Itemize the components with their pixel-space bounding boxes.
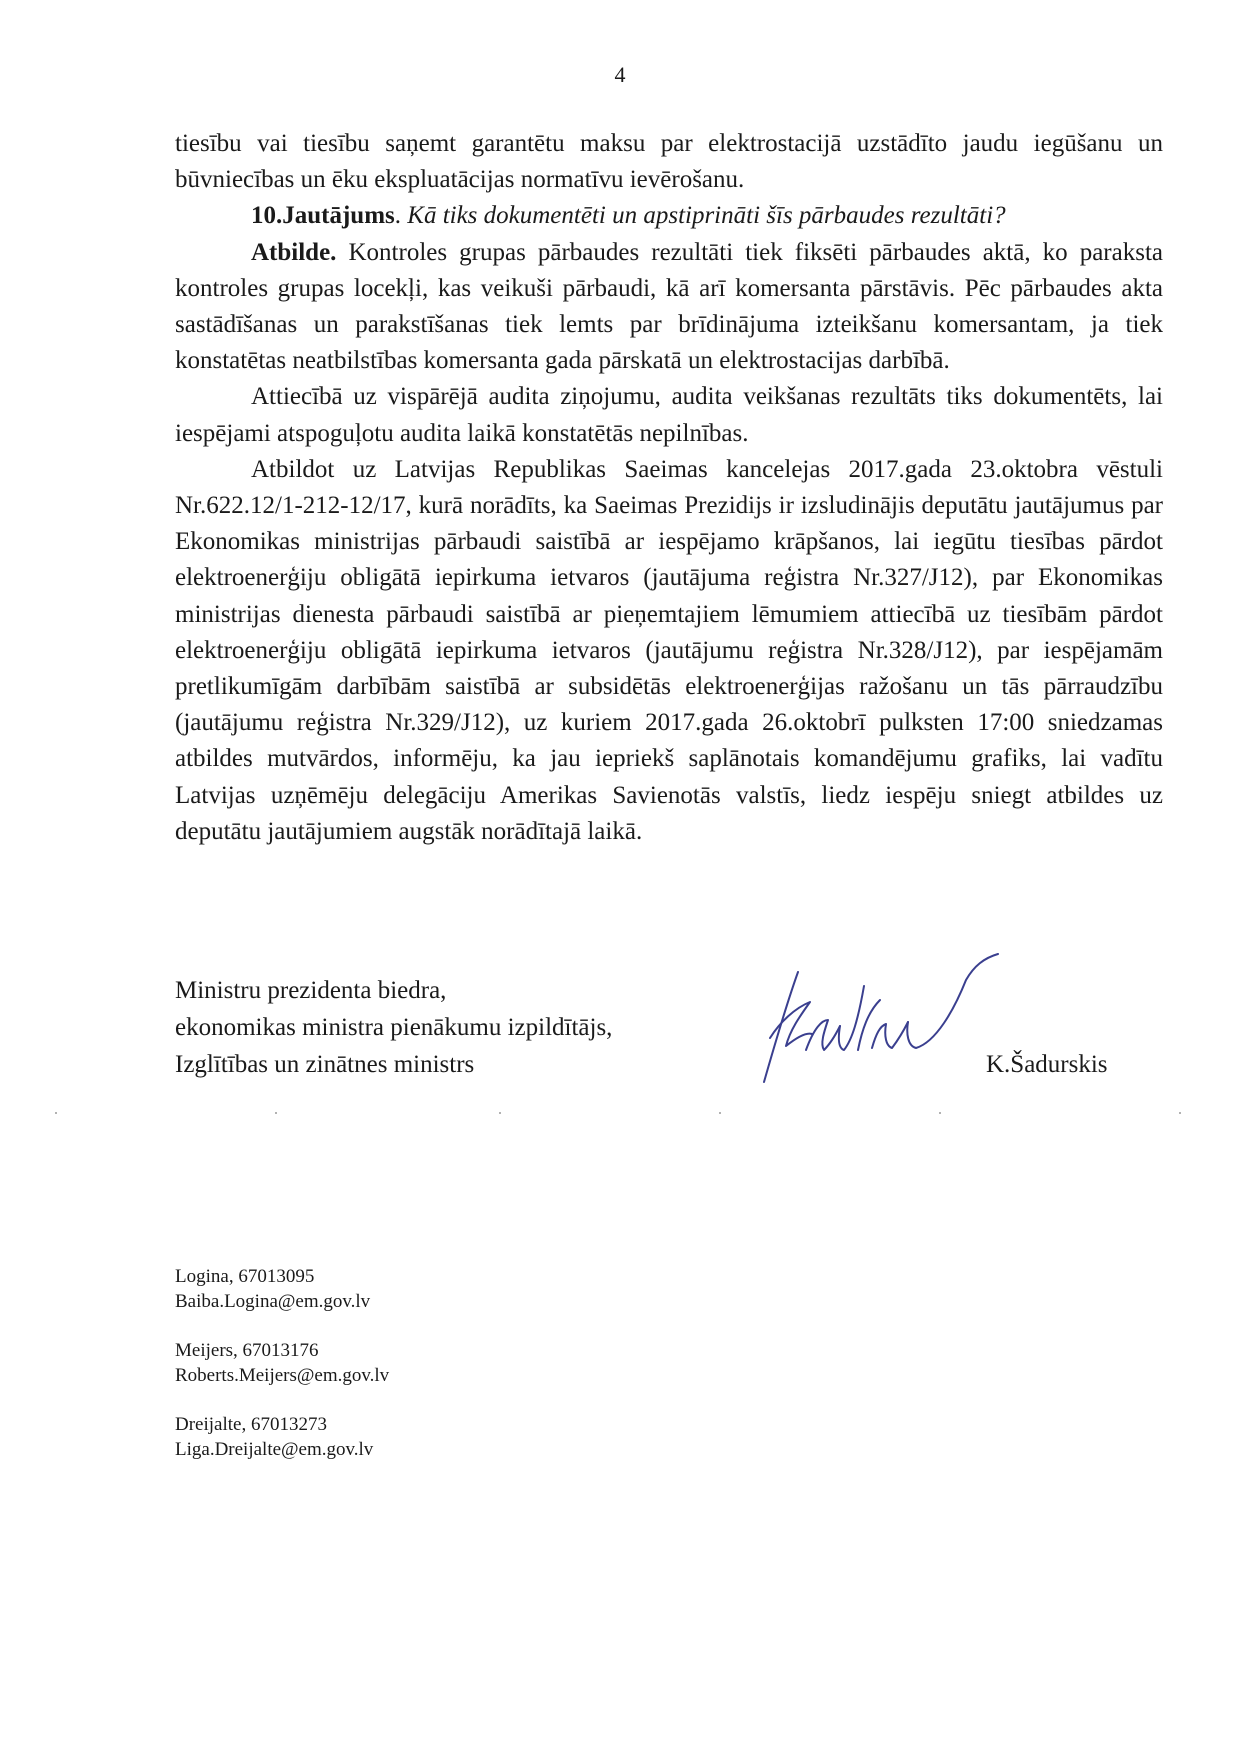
answer-paragraph: [175, 235, 1163, 380]
contact-list: [175, 1264, 389, 1486]
scan-artifact-dots: [40, 1110, 1200, 1116]
signatory-title-line-1: Ministru prezidenta biedra,: [175, 977, 447, 1004]
contact-email: Liga.Dreijalte@em.gov.lv: [175, 1439, 374, 1460]
signer-name: K.Šadurskis: [986, 1051, 1108, 1078]
contact-name-phone: Logina, 67013095: [175, 1266, 315, 1287]
signatory-title: [175, 972, 612, 1083]
contact-name-phone: Dreijalte, 67013273: [175, 1414, 327, 1435]
contact-item: [175, 1412, 389, 1462]
signatory-title-line-2: ekonomikas ministra pienākumu izpildītājs,: [175, 1014, 613, 1041]
contact-email: Roberts.Meijers@em.gov.lv: [175, 1365, 390, 1386]
contact-item: [175, 1338, 389, 1388]
contact-email: Baiba.Logina@em.gov.lv: [175, 1291, 371, 1312]
answer-text: Kontroles grupas pārbaudes rezultāti tiek fiksēti pārbaudes aktā, ko paraksta kontroles grupas locekļi, kas veikuši pārbaudi, kā arī komersanta pārstāvis. Pēc pārbaudes akta sastādīšanas un parakstīšanas tiek lemts par brīdinājuma izteikšanu komersantam, ja tiek konstatētas neatbilstības komersanta gada pārskatā un elektrostacijas darbībā.: [175, 238, 1163, 375]
audit-paragraph: Attiecībā uz vispārējā audita ziņojumu, audita veikšanas rezultāts tiks dokumentēts, lai iespējami atspoguļotu audita laikā konstatētās nepilnības.: [175, 383, 1163, 447]
answer-label: Atbilde.: [251, 238, 337, 266]
signature-strokes: [764, 954, 998, 1082]
handwritten-signature: [740, 950, 1010, 1090]
question-10: [175, 198, 1163, 234]
question-label: 10.Jautājums: [251, 202, 395, 230]
reply-paragraph: Atbildot uz Latvijas Republikas Saeimas kancelejas 2017.gada 23.oktobra vēstuli Nr.622.12/1-212-12/17, kurā norādīts, ka Saeimas Prezidijs ir izsludinājis deputātu jautājumus par Ekonomikas ministrijas pārbaudi saistībā ar iespējamo krāpšanos, lai iegūtu tiesības pārdot elektroenerģiju obligātā iepirkuma ietvaros (jautājuma reģistra Nr.327/J12), par Ekonomikas ministrijas dienesta pārbaudi saistībā ar pieņemtajiem lēmumiem attiecībā uz tiesībām pārdot elektroenerģiju obligātā iepirkuma ietvaros (jautājumu reģistra Nr.328/J12), par iespējamām pretlikumīgām darbībām saistībā ar subsidētās elektroenerģijas ražošanu un tās pārraudzību (jautājumu reģistra Nr.329/J12), uz kuriem 2017.gada 26.oktobrī pulksten 17:00 sniedzamas atbildes mutvārdos, informēju, ka jau iepriekš saplānotais komandējumu grafiks, lai vadītu Latvijas uzņēmēju delegāciju Amerikas Savienotās valstīs, liedz iespēju sniegt atbildes uz deputātu jautājumiem augstāk norādītajā laikā.: [175, 455, 1163, 845]
contact-item: [175, 1264, 389, 1314]
paragraph-continuation: tiesību vai tiesību saņemt garantētu maksu par elektrostacijā uzstādīto jaudu iegūšanu un būvniecības un ēku ekspluatācijas normatīvu ievērošanu.: [175, 130, 1163, 194]
letter-body: [175, 126, 1163, 850]
signatory-title-line-3: Izglītības un zinātnes ministrs: [175, 1051, 475, 1078]
question-text: Kā tiks dokumentēti un apstiprināti šīs pārbaudes rezultāti?: [407, 202, 1006, 230]
contact-name-phone: Meijers, 67013176: [175, 1340, 319, 1361]
question-separator: .: [394, 202, 408, 230]
page-number: 4: [614, 62, 626, 87]
